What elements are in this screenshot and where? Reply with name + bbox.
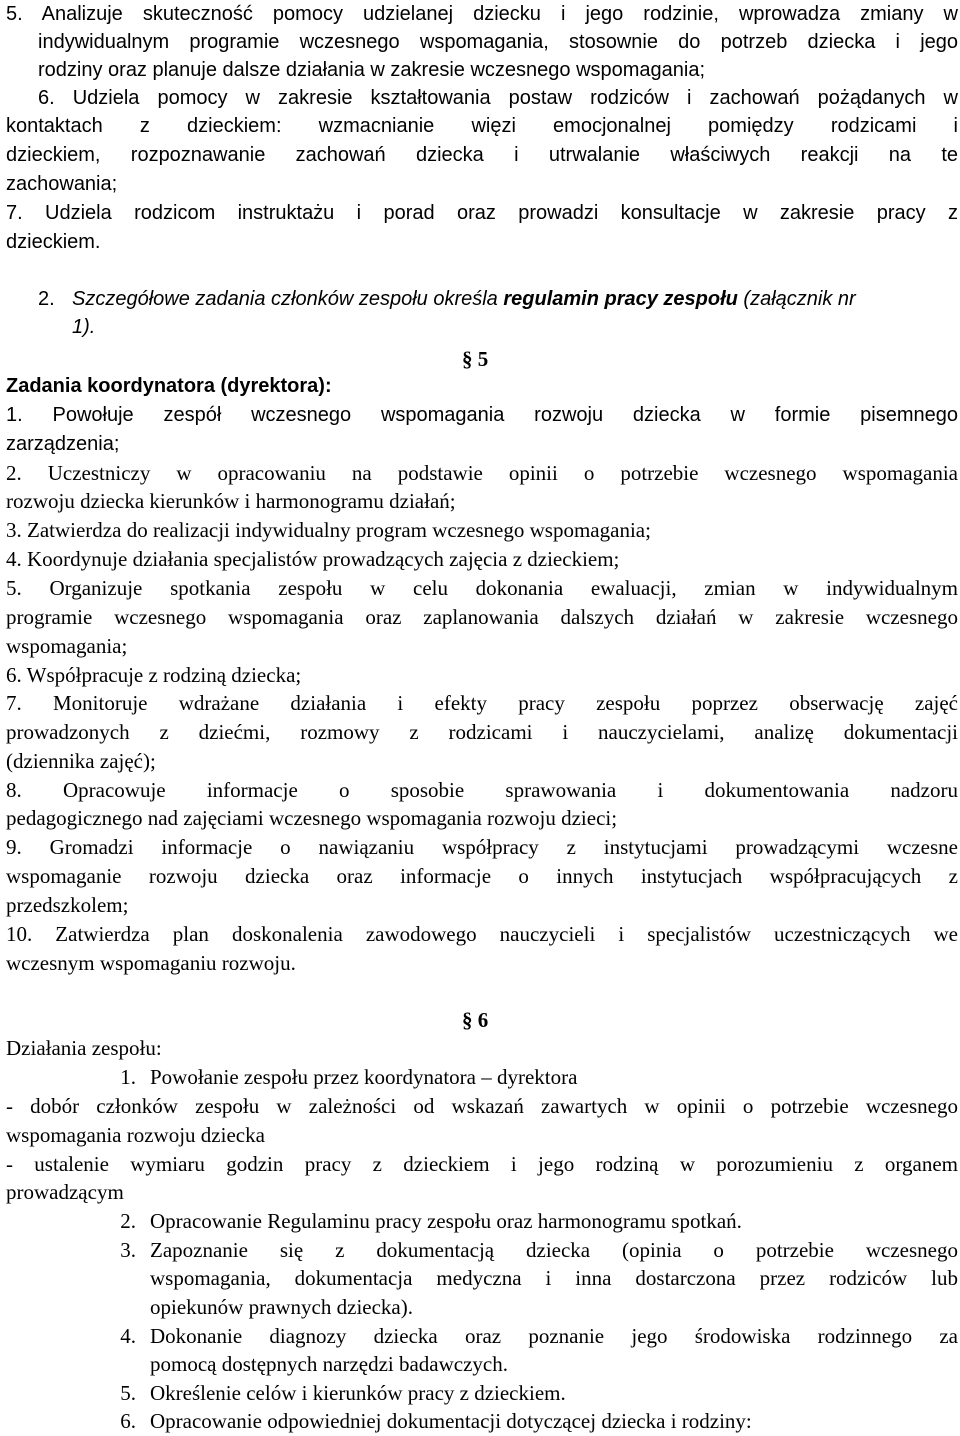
item-number: 3. [120,1238,136,1262]
note-text-end: (załącznik nr [737,288,856,310]
list-line: 1. Powołuje zespół wczesnego wspomagania rozwoju dziecka w formie pisemnego [6,404,958,426]
note-line: 1). [72,316,96,338]
detail-line: wspomagania rozwoju dziecka [6,1123,265,1147]
text-line: zachowania; [6,173,118,195]
item-text: Dokonanie diagnozy dziecka oraz poznanie jego środowiska rodzinnego za [150,1324,958,1348]
note-line [72,285,856,313]
list-line: 3. Zatwierdza do realizacji indywidualny program wczesnego wspomagania; [6,518,651,542]
text-line: 7. Udziela rodzicom instruktażu i porad oraz prowadzi konsultacje w zakresie pracy z [6,202,958,224]
note-number: 2. [38,288,55,310]
section-mark: § 5 [462,347,489,371]
list-line: wspomagania; [6,634,128,658]
list-line: przedszkolem; [6,893,129,917]
item-text: Opracowanie odpowiedniej dokumentacji dotyczącej dziecka i rodziny: [150,1409,752,1433]
note-emphasis: regulamin pracy zespołu [503,288,738,310]
detail-line: - dobór członków zespołu w zależności od wskazań zawartych w opinii o potrzebie wczesnego [6,1094,958,1118]
list-line: 6. Współpracuje z rodziną dziecka; [6,663,302,687]
item-text: Określenie celów i kierunków pracy z dzieckiem. [150,1381,566,1405]
list-line: prowadzonych z dziećmi, rozmowy z rodzicami i nauczycielami, analizę dokumentacji [6,720,958,744]
list-line: 5. Organizuje spotkania zespołu w celu dokonania ewaluacji, zmian w indywidualnym [6,576,958,600]
item-number: 1. [120,1065,136,1089]
item-text: wspomagania, dokumentacja medyczna i inna dostarczona przez rodziców lub [150,1266,958,1290]
text-line: kontaktach z dzieckiem: wzmacnianie więzi emocjonalnej pomiędzy rodzicami i [6,115,958,137]
section-mark: § 6 [462,1008,489,1032]
item-text: Powołanie zespołu przez koordynatora – dyrektora [150,1065,578,1089]
item-number: 5. [120,1381,136,1405]
detail-line: - ustalenie wymiaru godzin pracy z dzieckiem i jego rodziną w porozumieniu z organem [6,1152,958,1176]
section-heading: Działania zespołu: [6,1036,162,1060]
item-text: Opracowanie Regulaminu pracy zespołu oraz harmonogramu spotkań. [150,1209,742,1233]
list-line: wspomaganie rozwoju dziecka oraz informacje o innych instytucjach współpracujących z [6,864,958,888]
item-text: opiekunów prawnych dziecka). [150,1295,413,1319]
text-line: indywidualnym programie wczesnego wspomagania, stosownie do potrzeb dziecka i jego [38,31,958,53]
item-number: 2. [120,1209,136,1233]
text-line: dzieckiem. [6,231,101,253]
list-line: programie wczesnego wspomagania oraz zaplanowania dalszych działań w zakresie wczesnego [6,605,958,629]
list-line: 7. Monitoruje wdrażane działania i efekty pracy zespołu poprzez obserwację zajęć [6,691,958,715]
list-line: rozwoju dziecka kierunków i harmonogramu działań; [6,489,456,513]
text-line: 5. Analizuje skuteczność pomocy udzielanej dziecku i jego rodzinie, wprowadza zmiany w [6,3,958,25]
note-text: Szczegółowe zadania członków zespołu określa [72,288,504,310]
text-line: 6. Udziela pomocy w zakresie kształtowania postaw rodziców i zachowań pożądanych w [38,87,958,109]
list-line: wczesnym wspomaganiu rozwoju. [6,951,296,975]
text-line: dzieckiem, rozpoznawanie zachowań dziecka i utrwalanie właściwych reakcji na te [6,144,958,166]
list-line: pedagogicznego nad zajęciami wczesnego wspomagania rozwoju dzieci; [6,806,618,830]
list-line: zarządzenia; [6,433,120,455]
list-line: 8. Opracowuje informacje o sposobie sprawowania i dokumentowania nadzoru [6,778,958,802]
list-line: 4. Koordynuje działania specjalistów prowadzących zajęcia z dzieckiem; [6,547,620,571]
item-number: 6. [120,1409,136,1433]
item-text: pomocą dostępnych narzędzi badawczych. [150,1352,509,1376]
list-line: 10. Zatwierdza plan doskonalenia zawodowego nauczycieli i specjalistów uczestniczących we [6,922,958,946]
detail-line: prowadzącym [6,1180,124,1204]
section-heading: Zadania koordynatora (dyrektora): [6,375,332,397]
item-number: 4. [120,1324,136,1348]
list-line: 2. Uczestniczy w opracowaniu na podstawie opinii o potrzebie wczesnego wspomagania [6,461,958,485]
list-line: 9. Gromadzi informacje o nawiązaniu współpracy z instytucjami prowadzącymi wczesne [6,835,958,859]
item-text: Zapoznanie się z dokumentacją dziecka (opinia o potrzebie wczesnego [150,1238,958,1262]
text-line: rodziny oraz planuje dalsze działania w zakresie wczesnego wspomagania; [38,59,706,81]
list-line: (dziennika zajęć); [6,749,156,773]
